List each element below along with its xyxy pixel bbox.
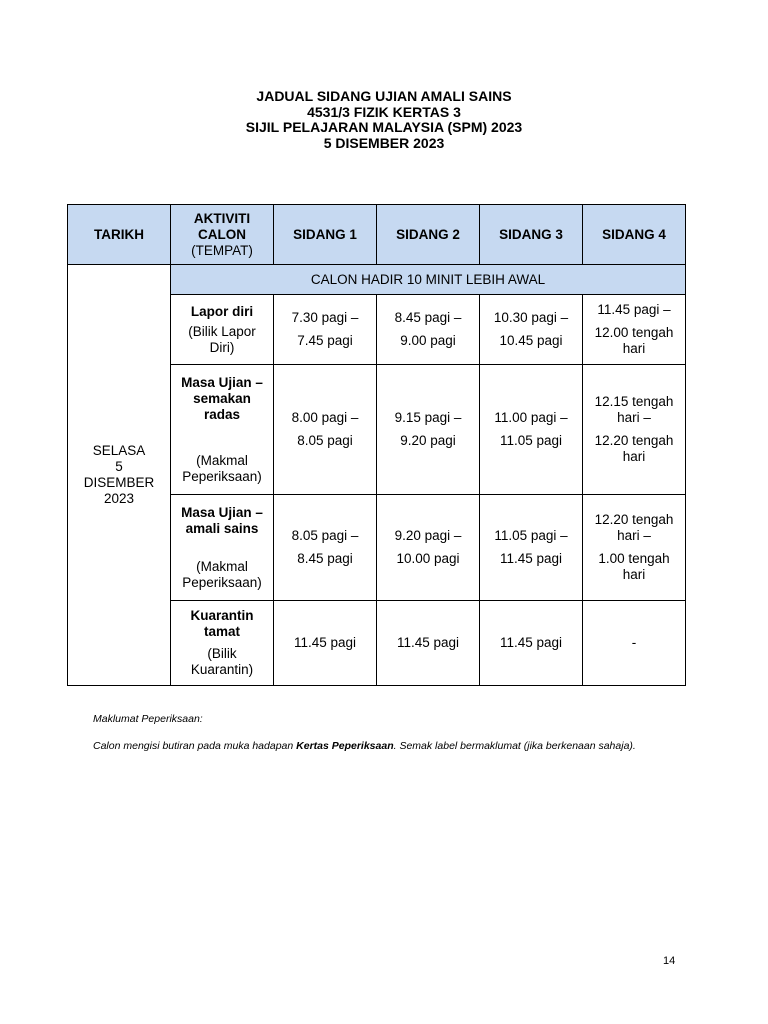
activity-place: (Makmal Peperiksaan) xyxy=(182,558,262,590)
time-cell-s1 xyxy=(274,601,377,686)
time-start: 11.00 pagi – xyxy=(494,410,568,425)
page-number: 14 xyxy=(663,955,676,967)
activity-cell xyxy=(171,365,274,495)
notice-banner: CALON HADIR 10 MINIT LEBIH AWAL xyxy=(171,265,686,295)
time-value: 11.45 pagi xyxy=(499,635,563,650)
notes-text-end: . Semak label bermaklumat (jika berkenaan sahaja). xyxy=(393,740,636,752)
time-end: 11.05 pagi xyxy=(499,433,563,448)
activity-label: Masa Ujian – amali sains xyxy=(181,504,263,536)
notes-bold-text: Kertas Peperiksaan xyxy=(296,740,394,752)
title-line-1: JADUAL SIDANG UJIAN AMALI SAINS xyxy=(256,88,512,104)
time-start: 8.05 pagi – xyxy=(291,528,359,543)
time-start: 9.15 pagi – xyxy=(394,410,462,425)
time-value: - xyxy=(631,635,637,650)
header-date: TARIKH xyxy=(68,205,171,265)
time-start: 10.30 pagi – xyxy=(493,310,569,325)
date-month: DISEMBER xyxy=(83,475,155,490)
activity-label: Masa Ujian – semakan radas xyxy=(181,374,263,422)
schedule-table xyxy=(67,204,686,686)
time-end: 8.45 pagi xyxy=(297,551,353,566)
time-cell-s1 xyxy=(274,495,377,601)
date-day: SELASA xyxy=(92,443,146,458)
time-cell-s2 xyxy=(377,365,480,495)
time-end: 12.00 tengah hari xyxy=(594,325,674,356)
date-year: 2023 xyxy=(103,491,135,506)
time-start: 8.00 pagi – xyxy=(291,410,359,425)
document-title xyxy=(0,89,768,151)
time-cell-s1 xyxy=(274,295,377,365)
time-start: 11.45 pagi – xyxy=(597,302,671,317)
time-cell-s3 xyxy=(480,495,583,601)
header-sidang-4: SIDANG 4 xyxy=(583,205,686,265)
time-end: 9.00 pagi xyxy=(400,333,456,348)
time-start: 12.15 tengah hari – xyxy=(594,394,674,425)
header-sidang-2: SIDANG 2 xyxy=(377,205,480,265)
header-sidang-3: SIDANG 3 xyxy=(480,205,583,265)
time-end: 10.45 pagi xyxy=(499,333,563,348)
time-end: 7.45 pagi xyxy=(297,333,353,348)
time-end: 11.45 pagi xyxy=(499,551,563,566)
time-value: 11.45 pagi xyxy=(293,635,357,650)
activity-cell xyxy=(171,495,274,601)
date-cell xyxy=(68,265,171,686)
time-start: 9.20 pagi – xyxy=(394,528,462,543)
activity-place: (Makmal Peperiksaan) xyxy=(182,452,262,484)
time-start: 11.05 pagi – xyxy=(494,528,568,543)
time-start: 12.20 tengah hari – xyxy=(594,512,674,543)
notes-text: Calon mengisi butiran pada muka hadapan xyxy=(93,740,297,752)
time-cell-s3 xyxy=(480,601,583,686)
time-cell-s3 xyxy=(480,295,583,365)
header-activity-main: AKTIVITI CALON xyxy=(193,210,251,242)
header-activity-sub: (TEMPAT) xyxy=(191,242,253,258)
activity-label: Kuarantin tamat xyxy=(190,608,254,639)
time-cell-s1 xyxy=(274,365,377,495)
notes-body xyxy=(93,740,685,753)
time-cell-s3 xyxy=(480,365,583,495)
time-value: 11.45 pagi xyxy=(396,635,460,650)
time-cell-s4 xyxy=(583,601,686,686)
activity-cell xyxy=(171,601,274,686)
notice-row xyxy=(68,265,686,295)
notes-heading: Maklumat Peperiksaan: xyxy=(93,713,203,725)
time-end: 8.05 pagi xyxy=(297,433,353,448)
time-cell-s2 xyxy=(377,601,480,686)
time-start: 7.30 pagi – xyxy=(291,310,359,325)
header-activity xyxy=(171,205,274,265)
activity-place: (Bilik Kuarantin) xyxy=(190,646,254,677)
time-start: 8.45 pagi – xyxy=(394,310,462,325)
date-number: 5 xyxy=(115,459,123,474)
table-header-row xyxy=(68,205,686,265)
time-end: 9.20 pagi xyxy=(400,433,456,448)
time-cell-s4 xyxy=(583,495,686,601)
time-end: 1.00 tengah hari xyxy=(598,551,670,582)
time-cell-s2 xyxy=(377,295,480,365)
time-cell-s2 xyxy=(377,495,480,601)
title-line-3: SIJIL PELAJARAN MALAYSIA (SPM) 2023 xyxy=(245,119,523,135)
time-end: 12.20 tengah hari xyxy=(594,433,674,464)
activity-cell xyxy=(171,295,274,365)
title-line-4: 5 DISEMBER 2023 xyxy=(323,134,445,151)
time-cell-s4 xyxy=(583,295,686,365)
title-line-2: 4531/3 FIZIK KERTAS 3 xyxy=(307,103,461,120)
header-sidang-1: SIDANG 1 xyxy=(274,205,377,265)
time-end: 10.00 pagi xyxy=(396,551,460,566)
activity-label: Lapor diri xyxy=(190,303,254,319)
time-cell-s4 xyxy=(583,365,686,495)
activity-place: (Bilik Lapor Diri) xyxy=(188,323,256,355)
